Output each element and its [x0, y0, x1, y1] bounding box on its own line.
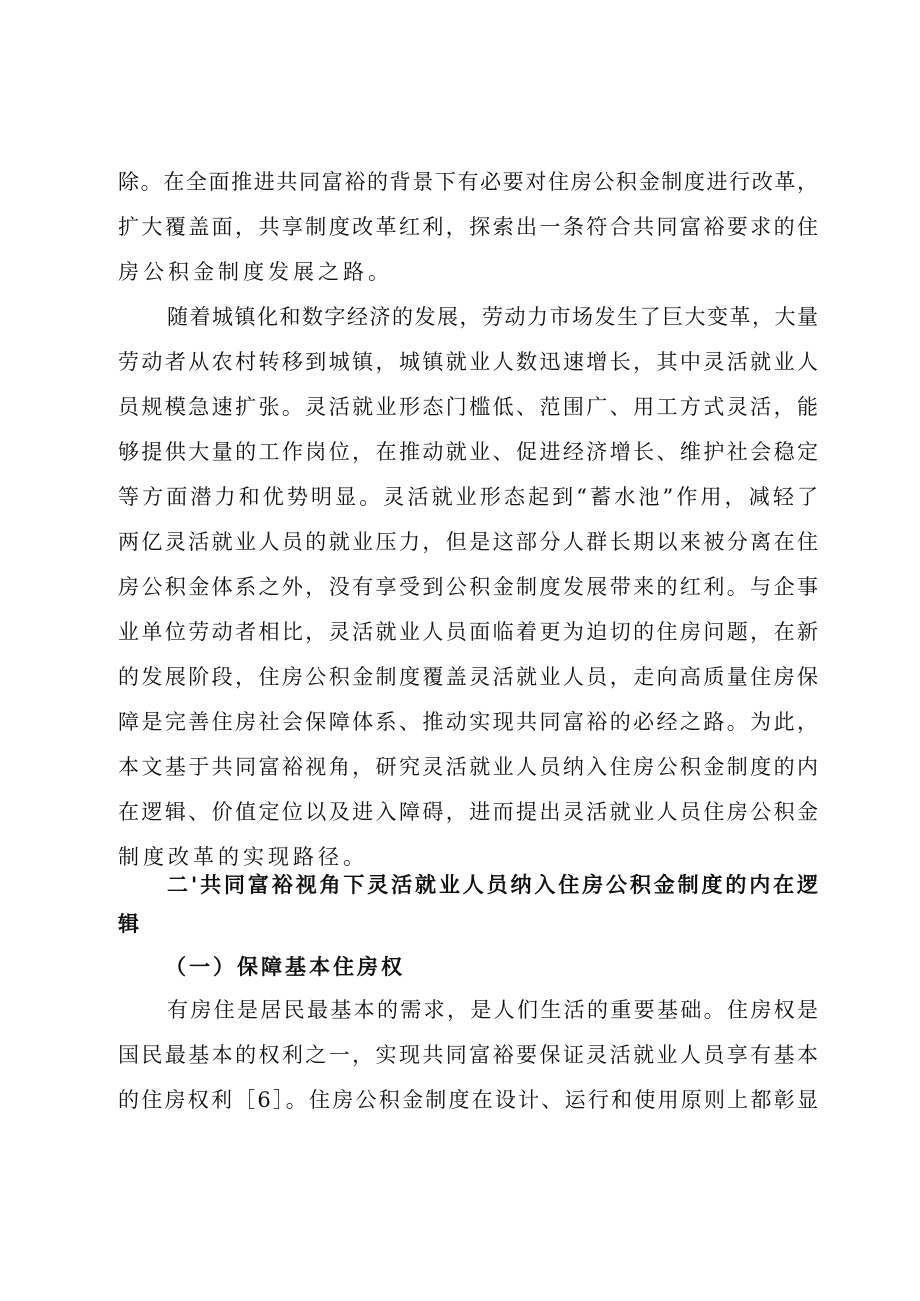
paragraph-2-line-3: 员规模急速扩张。灵活就业形态门槛低、范围广、用工方式灵活，能: [118, 395, 818, 419]
paragraph-1-line-2: 扩大覆盖面，共享制度改革红利，探索出一条符合共同富裕要求的住: [118, 215, 818, 239]
paragraph-3-line-3: 的住房权利［6］。住房公积金制度在设计、运行和使用原则上都彰显: [118, 1088, 818, 1112]
section-heading-line-2: 辑: [118, 911, 143, 936]
paragraph-2-line-5: 等方面潜力和优势明显。灵活就业形态起到“蓄水池”作用，减轻了: [118, 485, 818, 509]
paragraph-2-line-1: 随着城镇化和数字经济的发展，劳动力市场发生了巨大变革，大量: [167, 305, 818, 329]
paragraph-1-line-1: 除。在全面推进共同富裕的背景下有必要对住房公积金制度进行改革，: [118, 170, 818, 194]
paragraph-2-line-9: 的发展阶段，住房公积金制度覆盖灵活就业人员，走向高质量住房保: [118, 665, 818, 689]
paragraph-3-line-1: 有房住是居民最基本的需求，是人们生活的重要基础。住房权是: [167, 998, 818, 1022]
paragraph-1-line-3: 房公积金制度发展之路。: [118, 260, 393, 284]
paragraph-2-line-13: 制度改革的实现路径。: [118, 845, 368, 869]
paragraph-2-line-2: 劳动者从农村转移到城镇，城镇就业人数迅速增长，其中灵活就业人: [118, 350, 818, 374]
paragraph-2-line-4: 够提供大量的工作岗位，在推动就业、促进经济增长、维护社会稳定: [118, 440, 818, 464]
paragraph-2-line-7: 房公积金体系之外，没有享受到公积金制度发展带来的红利。与企事: [118, 575, 818, 599]
paragraph-3-line-2: 国民最基本的权利之一，实现共同富裕要保证灵活就业人员享有基本: [118, 1043, 818, 1067]
paragraph-2-line-11: 本文基于共同富裕视角，研究灵活就业人员纳入住房公积金制度的内: [118, 755, 818, 779]
section-heading-line-1: 二'共同富裕视角下灵活就业人员纳入住房公积金制度的内在逻: [167, 872, 818, 897]
paragraph-2-line-8: 业单位劳动者相比，灵活就业人员面临着更为迫切的住房问题，在新: [118, 620, 818, 644]
paragraph-2-line-12: 在逻辑、价值定位以及进入障碍，进而提出灵活就业人员住房公积金: [118, 800, 818, 824]
paragraph-2-line-10: 障是完善住房社会保障体系、推动实现共同富裕的必经之路。为此，: [118, 710, 818, 734]
paragraph-2-line-6: 两亿灵活就业人员的就业压力，但是这部分人群长期以来被分离在住: [118, 530, 818, 554]
subsection-heading: （一）保障基本住房权: [165, 955, 405, 979]
